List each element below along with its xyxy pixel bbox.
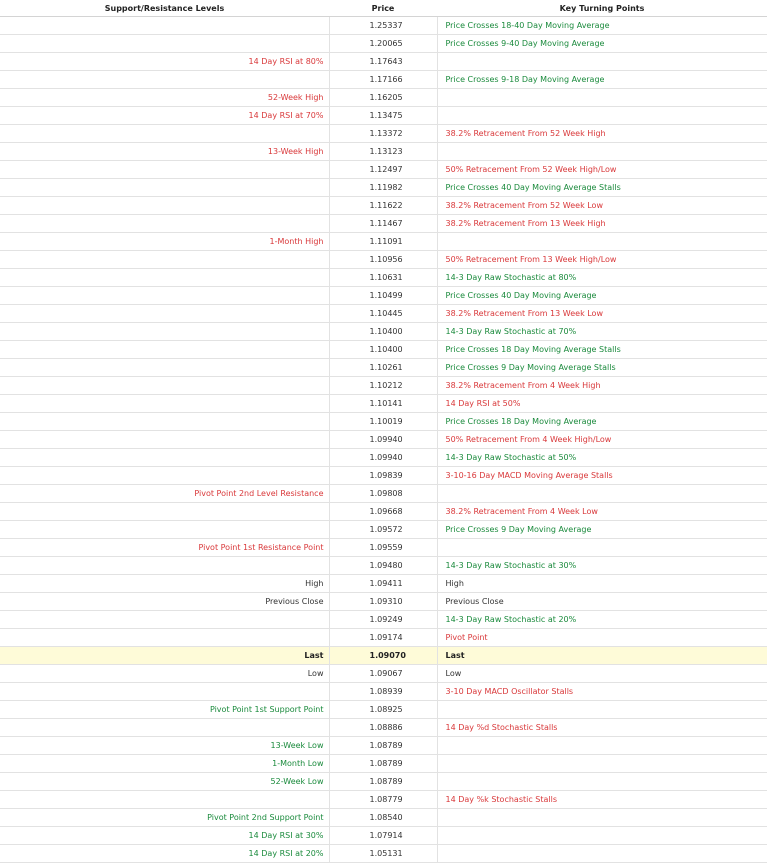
- support-resistance-level: [0, 269, 329, 287]
- support-resistance-level: Last: [0, 647, 329, 665]
- table-row: [0, 395, 767, 413]
- table-row: [0, 467, 767, 485]
- price-value: 1.12497: [329, 161, 437, 179]
- price-value: 1.10019: [329, 413, 437, 431]
- price-value: 1.25337: [329, 17, 437, 35]
- price-value: 1.07914: [329, 827, 437, 845]
- support-resistance-level: [0, 179, 329, 197]
- key-turning-point: [437, 701, 767, 719]
- table-row: [0, 413, 767, 431]
- table-row: [0, 719, 767, 737]
- key-turning-point: [437, 233, 767, 251]
- table-row: [0, 575, 767, 593]
- support-resistance-level: [0, 125, 329, 143]
- support-resistance-level: High: [0, 575, 329, 593]
- table-row: [0, 557, 767, 575]
- support-resistance-level: [0, 449, 329, 467]
- support-resistance-level: [0, 305, 329, 323]
- table-row: [0, 755, 767, 773]
- support-resistance-level: Pivot Point 1st Resistance Point: [0, 539, 329, 557]
- price-value: 1.08789: [329, 773, 437, 791]
- key-turning-point: Low: [437, 665, 767, 683]
- price-value: 1.09572: [329, 521, 437, 539]
- support-resistance-level: [0, 197, 329, 215]
- support-resistance-level: Low: [0, 665, 329, 683]
- header-key-turning-points: Key Turning Points: [437, 0, 767, 17]
- price-value: 1.10400: [329, 323, 437, 341]
- price-value: 1.09070: [329, 647, 437, 665]
- price-value: 1.20065: [329, 35, 437, 53]
- table-row: [0, 89, 767, 107]
- key-turning-point: [437, 809, 767, 827]
- table-row: [0, 431, 767, 449]
- support-resistance-level: 13-Week High: [0, 143, 329, 161]
- table-row: [0, 161, 767, 179]
- price-value: 1.11622: [329, 197, 437, 215]
- table-row: [0, 215, 767, 233]
- price-value: 1.10400: [329, 341, 437, 359]
- price-value: 1.05131: [329, 845, 437, 863]
- key-turning-point: Pivot Point: [437, 629, 767, 647]
- table-row: [0, 485, 767, 503]
- table-row: [0, 701, 767, 719]
- key-turning-point: [437, 845, 767, 863]
- price-value: 1.08789: [329, 737, 437, 755]
- table-row: [0, 611, 767, 629]
- table-row: [0, 341, 767, 359]
- table-row: [0, 305, 767, 323]
- key-turning-point: 38.2% Retracement From 4 Week Low: [437, 503, 767, 521]
- price-value: 1.13475: [329, 107, 437, 125]
- price-value: 1.09310: [329, 593, 437, 611]
- support-resistance-level: [0, 287, 329, 305]
- support-resistance-level: [0, 341, 329, 359]
- support-resistance-level: 14 Day RSI at 20%: [0, 845, 329, 863]
- table-row: [0, 269, 767, 287]
- table-row: [0, 359, 767, 377]
- key-turning-point: [437, 107, 767, 125]
- price-value: 1.13372: [329, 125, 437, 143]
- table-row: [0, 791, 767, 809]
- key-turning-point: 50% Retracement From 52 Week High/Low: [437, 161, 767, 179]
- header-price: Price: [329, 0, 437, 17]
- key-turning-point: Price Crosses 18 Day Moving Average Stalls: [437, 341, 767, 359]
- key-turning-point: 14 Day %d Stochastic Stalls: [437, 719, 767, 737]
- key-turning-point: High: [437, 575, 767, 593]
- price-value: 1.10499: [329, 287, 437, 305]
- key-turning-point: [437, 539, 767, 557]
- table-row-last: [0, 647, 767, 665]
- key-turning-point: Last: [437, 647, 767, 665]
- price-value: 1.09940: [329, 431, 437, 449]
- support-resistance-level: [0, 395, 329, 413]
- price-value: 1.08886: [329, 719, 437, 737]
- support-resistance-level: 52-Week High: [0, 89, 329, 107]
- key-turning-point: 14 Day %k Stochastic Stalls: [437, 791, 767, 809]
- support-resistance-level: [0, 251, 329, 269]
- key-turning-point: [437, 827, 767, 845]
- key-turning-point: Price Crosses 9-40 Day Moving Average: [437, 35, 767, 53]
- key-turning-point: [437, 485, 767, 503]
- table-row: [0, 521, 767, 539]
- support-resistance-level: [0, 17, 329, 35]
- price-value: 1.10261: [329, 359, 437, 377]
- support-resistance-level: 13-Week Low: [0, 737, 329, 755]
- key-turning-point: 38.2% Retracement From 52 Week High: [437, 125, 767, 143]
- key-turning-point: Price Crosses 40 Day Moving Average: [437, 287, 767, 305]
- key-turning-point: Price Crosses 40 Day Moving Average Stalls: [437, 179, 767, 197]
- support-resistance-level: 1-Month High: [0, 233, 329, 251]
- key-turning-point: Price Crosses 18-40 Day Moving Average: [437, 17, 767, 35]
- key-turning-point: Previous Close: [437, 593, 767, 611]
- table-row: [0, 143, 767, 161]
- table-row: [0, 323, 767, 341]
- key-turning-point: [437, 773, 767, 791]
- price-value: 1.11982: [329, 179, 437, 197]
- table-row: [0, 629, 767, 647]
- key-turning-point: [437, 737, 767, 755]
- key-turning-point: 14-3 Day Raw Stochastic at 50%: [437, 449, 767, 467]
- key-turning-point: 14-3 Day Raw Stochastic at 30%: [437, 557, 767, 575]
- support-resistance-level: [0, 791, 329, 809]
- key-turning-point: 38.2% Retracement From 13 Week Low: [437, 305, 767, 323]
- price-value: 1.09480: [329, 557, 437, 575]
- table-row: [0, 449, 767, 467]
- table-row: [0, 683, 767, 701]
- price-value: 1.09940: [329, 449, 437, 467]
- table-row: [0, 827, 767, 845]
- price-value: 1.08939: [329, 683, 437, 701]
- table-row: [0, 737, 767, 755]
- table-header-row: [0, 0, 767, 17]
- table-row: [0, 251, 767, 269]
- price-value: 1.09808: [329, 485, 437, 503]
- price-value: 1.09559: [329, 539, 437, 557]
- table-row: [0, 539, 767, 557]
- key-turning-point: 14 Day RSI at 50%: [437, 395, 767, 413]
- support-resistance-level: [0, 521, 329, 539]
- table-row: [0, 287, 767, 305]
- support-resistance-level: [0, 431, 329, 449]
- support-resistance-level: 14 Day RSI at 30%: [0, 827, 329, 845]
- key-turning-point: 38.2% Retracement From 52 Week Low: [437, 197, 767, 215]
- price-value: 1.09668: [329, 503, 437, 521]
- support-resistance-level: [0, 359, 329, 377]
- table-row: [0, 197, 767, 215]
- price-value: 1.16205: [329, 89, 437, 107]
- support-resistance-level: Previous Close: [0, 593, 329, 611]
- key-turning-point: Price Crosses 18 Day Moving Average: [437, 413, 767, 431]
- table-row: [0, 845, 767, 863]
- support-resistance-level: [0, 413, 329, 431]
- key-turning-point: [437, 89, 767, 107]
- support-resistance-level: [0, 71, 329, 89]
- table-row: [0, 53, 767, 71]
- key-turning-point: 3-10 Day MACD Oscillator Stalls: [437, 683, 767, 701]
- table-row: [0, 179, 767, 197]
- key-turning-point: [437, 53, 767, 71]
- table-row: [0, 35, 767, 53]
- support-resistance-level: Pivot Point 1st Support Point: [0, 701, 329, 719]
- table-row: [0, 71, 767, 89]
- table-row: [0, 17, 767, 35]
- price-value: 1.08779: [329, 791, 437, 809]
- price-value: 1.08540: [329, 809, 437, 827]
- key-turning-point: 14-3 Day Raw Stochastic at 70%: [437, 323, 767, 341]
- support-resistance-level: [0, 215, 329, 233]
- key-turning-point: 50% Retracement From 4 Week High/Low: [437, 431, 767, 449]
- table-row: [0, 773, 767, 791]
- support-resistance-level: 14 Day RSI at 70%: [0, 107, 329, 125]
- price-value: 1.09411: [329, 575, 437, 593]
- table-body: [0, 17, 767, 863]
- support-resistance-level: [0, 557, 329, 575]
- price-value: 1.10141: [329, 395, 437, 413]
- price-value: 1.09249: [329, 611, 437, 629]
- price-value: 1.10445: [329, 305, 437, 323]
- price-value: 1.09839: [329, 467, 437, 485]
- table-row: [0, 503, 767, 521]
- key-turning-point: 14-3 Day Raw Stochastic at 20%: [437, 611, 767, 629]
- price-value: 1.17166: [329, 71, 437, 89]
- support-resistance-level: [0, 467, 329, 485]
- support-resistance-level: [0, 323, 329, 341]
- table-row: [0, 809, 767, 827]
- key-turning-point: Price Crosses 9 Day Moving Average Stalls: [437, 359, 767, 377]
- table-row: [0, 377, 767, 395]
- table-row: [0, 593, 767, 611]
- key-turning-point: 50% Retracement From 13 Week High/Low: [437, 251, 767, 269]
- price-value: 1.11091: [329, 233, 437, 251]
- key-turning-point: Price Crosses 9 Day Moving Average: [437, 521, 767, 539]
- support-resistance-level: [0, 503, 329, 521]
- support-resistance-level: 1-Month Low: [0, 755, 329, 773]
- price-value: 1.17643: [329, 53, 437, 71]
- table-row: [0, 125, 767, 143]
- price-value: 1.08925: [329, 701, 437, 719]
- key-turning-point: [437, 755, 767, 773]
- support-resistance-level: Pivot Point 2nd Level Resistance: [0, 485, 329, 503]
- support-resistance-level: 14 Day RSI at 80%: [0, 53, 329, 71]
- key-turning-point: 38.2% Retracement From 4 Week High: [437, 377, 767, 395]
- support-resistance-level: [0, 683, 329, 701]
- support-resistance-level: [0, 629, 329, 647]
- key-turning-point: 38.2% Retracement From 13 Week High: [437, 215, 767, 233]
- support-resistance-level: Pivot Point 2nd Support Point: [0, 809, 329, 827]
- header-support-resistance: Support/Resistance Levels: [0, 0, 329, 17]
- support-resistance-level: 52-Week Low: [0, 773, 329, 791]
- support-resistance-level: [0, 611, 329, 629]
- key-turning-point: [437, 143, 767, 161]
- price-value: 1.11467: [329, 215, 437, 233]
- table-row: [0, 107, 767, 125]
- price-value: 1.09067: [329, 665, 437, 683]
- key-turning-point: 14-3 Day Raw Stochastic at 80%: [437, 269, 767, 287]
- price-value: 1.10956: [329, 251, 437, 269]
- support-resistance-level: [0, 35, 329, 53]
- price-value: 1.08789: [329, 755, 437, 773]
- price-value: 1.09174: [329, 629, 437, 647]
- support-resistance-level: [0, 161, 329, 179]
- table-row: [0, 665, 767, 683]
- key-turning-point: 3-10-16 Day MACD Moving Average Stalls: [437, 467, 767, 485]
- key-turning-point: Price Crosses 9-18 Day Moving Average: [437, 71, 767, 89]
- price-value: 1.10631: [329, 269, 437, 287]
- support-resistance-level: [0, 719, 329, 737]
- support-resistance-level: [0, 377, 329, 395]
- price-value: 1.10212: [329, 377, 437, 395]
- price-value: 1.13123: [329, 143, 437, 161]
- table-row: [0, 233, 767, 251]
